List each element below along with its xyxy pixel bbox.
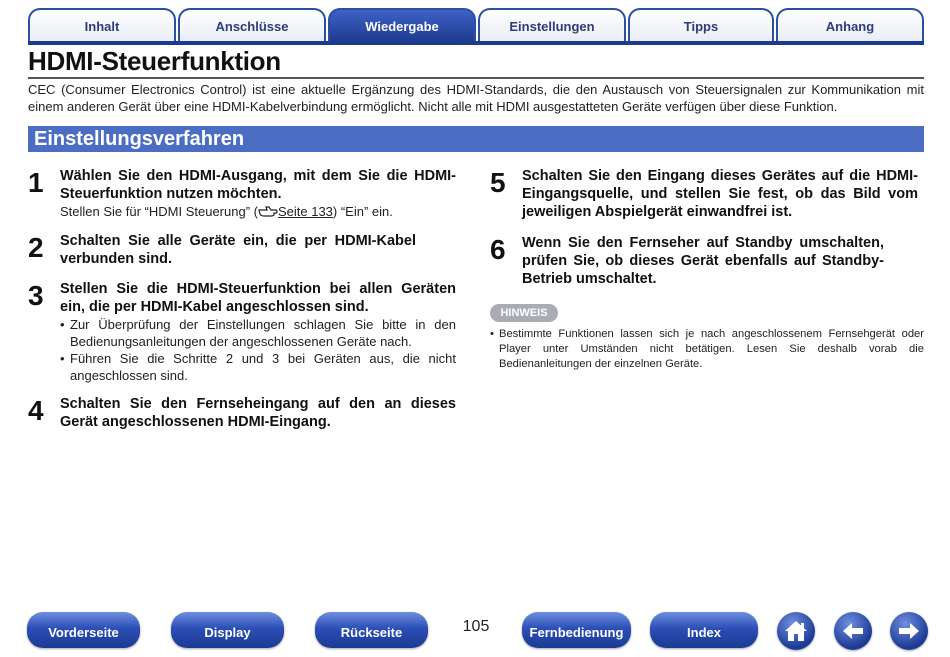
- intro-paragraph: CEC (Consumer Electronics Control) ist eine aktuelle Ergänzung des HDMI-Standards, die den Austausch von Steuersignalen zur Kommunikation mit einem anderen Gerät über eine HDMI-Kabelverbindung ermöglicht. Nicht alle mit HDMI ausgestatteten Geräte verfügen über diese Funktion.: [28, 82, 924, 114]
- home-button[interactable]: [777, 612, 815, 650]
- title-divider: [28, 77, 924, 79]
- step-title: Stellen Sie die HDMI-Steuerfunktion bei allen Geräten ein, die per HDMI-Kabel angeschlossen sind.: [60, 281, 456, 315]
- tab-anhang[interactable]: Anhang: [776, 8, 924, 42]
- fernbedienung-button[interactable]: Fernbedienung: [522, 612, 631, 648]
- step-number: 2: [28, 232, 44, 263]
- step-title: Schalten Sie den Eingang dieses Gerätes auf die HDMI-Eingangsquelle, und stellen Sie fest, ob das Bild vom jeweiligen Abspielgerät einwandfrei ist.: [522, 168, 918, 220]
- section-heading: [28, 126, 924, 152]
- step-note: [60, 203, 456, 222]
- section-heading-label: Einstellungsverfahren: [34, 127, 245, 150]
- step-number: 1: [28, 167, 44, 198]
- index-button[interactable]: Index: [650, 612, 758, 648]
- pointing-hand-icon: [258, 205, 278, 222]
- tab-wiedergabe[interactable]: Wiedergabe: [328, 8, 476, 42]
- step-title: Wenn Sie den Fernseher auf Standby umschalten, prüfen Sie, ob dieses Gerät ebenfalls auf Standby-Betrieb umschaltet.: [522, 235, 884, 287]
- bullet-marker: •: [60, 317, 65, 332]
- vorderseite-button[interactable]: Vorderseite: [27, 612, 140, 648]
- step-title: Schalten Sie alle Geräte ein, die per HDMI-Kabel verbunden sind.: [60, 233, 416, 267]
- rueckseite-button[interactable]: Rückseite: [315, 612, 428, 648]
- list-item: [60, 350, 456, 384]
- display-button[interactable]: Display: [171, 612, 284, 648]
- step-note-suffix: ) “Ein” ein.: [332, 204, 393, 219]
- tab-inhalt[interactable]: Inhalt: [28, 8, 176, 42]
- arrow-left-icon: [840, 621, 866, 641]
- step-title: Wählen Sie den HDMI-Ausgang, mit dem Sie die HDMI-Steuerfunktion nutzen möchten.: [60, 168, 456, 202]
- list-item: [60, 316, 456, 350]
- back-button[interactable]: [834, 612, 872, 650]
- forward-button[interactable]: [890, 612, 928, 650]
- step-number: 5: [490, 167, 506, 198]
- page-number: 105: [462, 618, 490, 635]
- list-item-text: Zur Überprüfung der Einstellungen schlagen Sie bitte in den Bedienungsanleitungen der angeschlossenen Geräte nach.: [70, 317, 456, 349]
- bullet-marker: •: [60, 351, 65, 366]
- bullet-marker: •: [490, 328, 494, 340]
- note-text-body: Bestimmte Funktionen lassen sich je nach angeschlossenem Fernsehgerät oder Player unter Umständen nicht betätigen. Lesen Sie deshalb vorab die Bedienanleitungen der einzelnen Geräte.: [499, 328, 924, 370]
- home-icon: [783, 619, 809, 643]
- tab-anschluesse[interactable]: Anschlüsse: [178, 8, 326, 42]
- step-number: 4: [28, 395, 44, 426]
- step-number: 3: [28, 280, 44, 311]
- tab-einstellungen[interactable]: Einstellungen: [478, 8, 626, 42]
- step-title: Schalten Sie den Fernseheingang auf den an dieses Gerät angeschlossenen HDMI-Eingang.: [60, 396, 456, 430]
- step-note-text: Stellen Sie für “HDMI Steuerung” (: [60, 204, 258, 219]
- tab-tipps[interactable]: Tipps: [628, 8, 774, 42]
- note-text: [490, 327, 924, 372]
- list-item-text: Führen Sie die Schritte 2 und 3 bei Geräten aus, die nicht angeschlossen sind.: [70, 351, 456, 383]
- tab-underline: [28, 41, 924, 45]
- step-number: 6: [490, 234, 506, 265]
- page-reference-link[interactable]: Seite 133: [277, 204, 333, 219]
- top-tab-bar: [28, 8, 924, 44]
- page-title: HDMI-Steuerfunktion: [28, 46, 281, 76]
- arrow-right-icon: [896, 621, 922, 641]
- note-badge: HINWEIS: [490, 304, 558, 322]
